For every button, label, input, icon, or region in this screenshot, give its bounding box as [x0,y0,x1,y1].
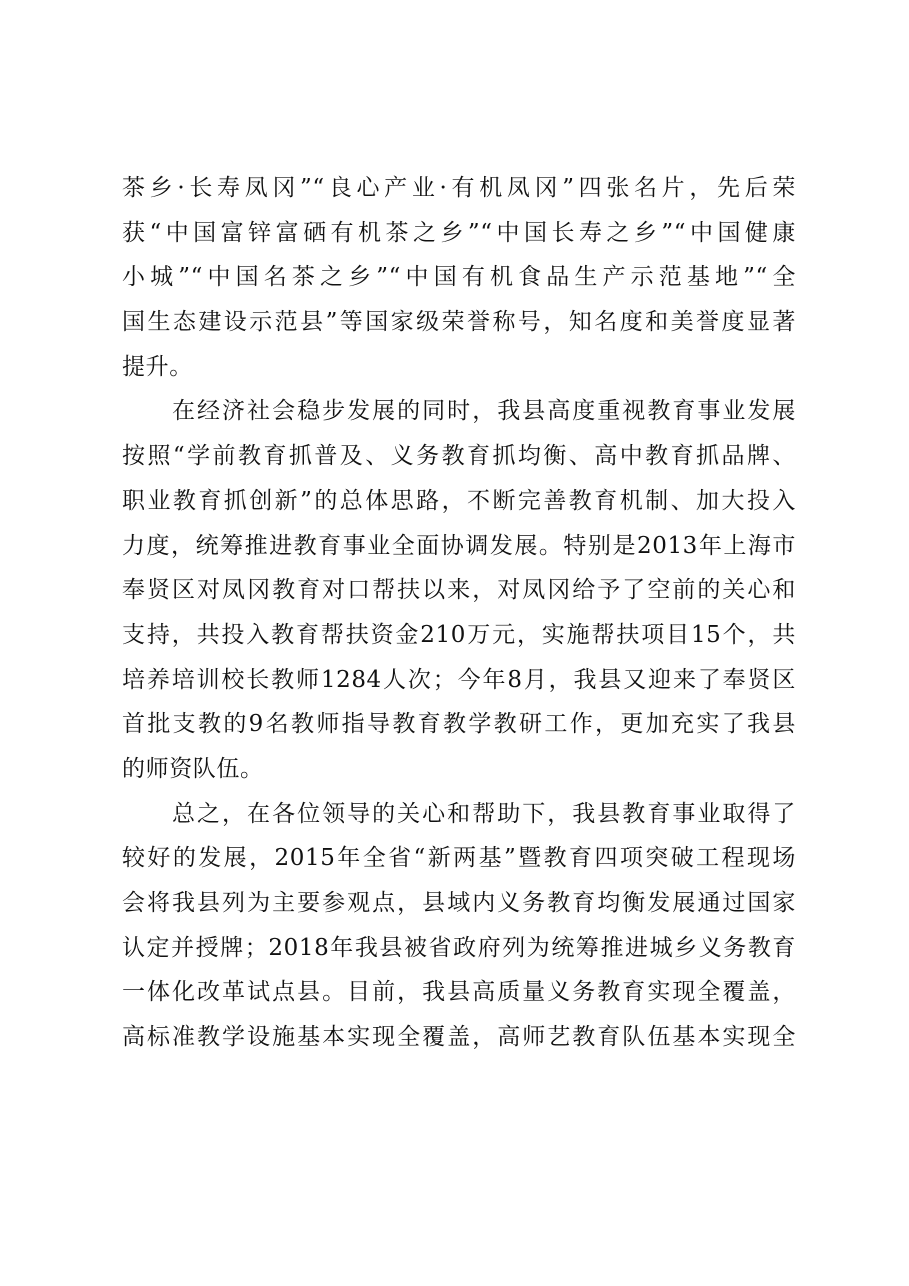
text-line-11: 支持，共投入教育帮扶资金210万元，实施帮扶项目15个，共 [122,621,796,648]
text-line-7: 按照“学前教育抓普及、义务教育抓均衡、高中教育抓品牌、 [122,443,796,470]
text-line-18: 认定并授牌；2018年我县被省政府列为统筹推进城乡义务教育 [122,934,796,961]
text-line-17: 会将我县列为主要参观点，县域内义务教育均衡发展通过国家 [122,890,796,916]
document-body [122,166,796,1060]
text-line-1: 茶乡·长寿凤冈”“良心产业·有机凤冈”四张名片，先后荣 [122,175,796,201]
paragraph-2-line-1: 在经济社会稳步发展的同时，我县高度重视教育事业发展 [172,398,796,425]
text-line-9: 力度，统筹推进教育事业全面协调发展。特别是2013年上海市 [122,532,796,559]
text-line-8: 职业教育抓创新”的总体思路，不断完善教育机制、加大投入 [122,487,796,514]
text-line-20: 高标准教学设施基本实现全覆盖，高师艺教育队伍基本实现全 [122,1024,796,1051]
text-line-5: 提升。 [122,353,193,380]
text-line-19: 一体化改革试点县。目前，我县高质量义务教育实现全覆盖， [122,979,796,1006]
text-line-4: 国生态建设示范县”等国家级荣誉称号，知名度和美誉度显著 [122,309,796,336]
text-line-14: 的师资队伍。 [122,755,264,782]
text-line-10: 奉贤区对凤冈教育对口帮扶以来，对凤冈给予了空前的关心和 [122,577,796,604]
text-line-2: 获“中国富锌富硒有机茶之乡”“中国长寿之乡”“中国健康 [122,219,796,246]
text-line-3: 小城”“中国名茶之乡”“中国有机食品生产示范基地”“全 [122,264,796,291]
paragraph-3-line-1: 总之，在各位领导的关心和帮助下，我县教育事业取得了 [172,800,796,827]
text-line-16: 较好的发展，2015年全省“新两基”暨教育四项突破工程现场 [122,845,796,872]
text-line-13: 首批支教的9名教师指导教育教学教研工作，更加充实了我县 [122,711,796,738]
text-line-12: 培养培训校长教师1284人次；今年8月，我县又迎来了奉贤区 [122,666,796,693]
